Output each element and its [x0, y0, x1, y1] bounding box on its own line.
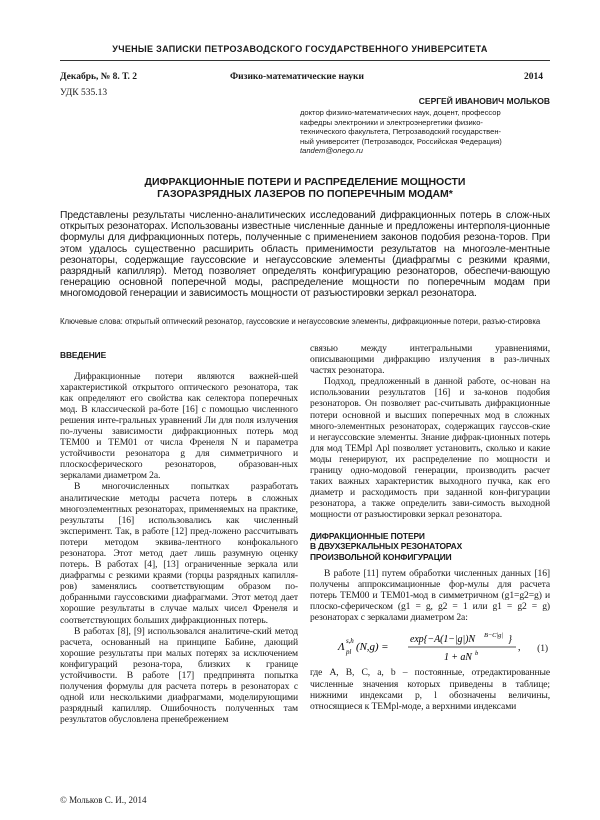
section-heading: ПРОИЗВОЛЬНОЙ КОНФИГУРАЦИИ [310, 551, 452, 562]
paragraph: Дифракционные потери являются важней-шей характеристикой открытого оптического резонатора, так как определяют его свойства как селектора поперечных мод. В классической ра-боте [16] с помощью численного решения инте-гральных уравнений Ли для поля излучения по-лучены зависимости дифракционных потерь мод TEM00 и TEM01 от числа Френеля N и параметра устойчивости резонатора g для симметричного и плоскосферического резонаторов, образован-ных зеркалами диаметром 2a. [60, 370, 298, 482]
aff-line: технического факультета, Петрозаводский государствен- [300, 127, 502, 137]
section-heading: ВВЕДЕНИЕ [60, 350, 107, 360]
svg-text:exp{−A(1−|g|)N: exp{−A(1−|g|)N [410, 634, 475, 646]
abstract: Представлены результаты численно-аналитических исследований дифракционных потерь в слож-ных открытых резонаторах. Использованы известные численные данные и предложены интерполя-ционные формулы для дифракционных потерь, полученные с применением законов подобия резона-торов. При этом удалось существенно расширить область применимости результатов на многоэле-ментные резонаторы, содержащие гауссовские и негауссовские элементы (диафрагмы с резкими краями, разрядный капилляр). Метод позволяет определять конфигурацию резонаторов, обеспечи-вающую генерацию основной поперечной моды, распределение мощности по поперечным модам при многомодовой генерации и зависимость мощности от разъюстировки зеркал резонатора. [60, 210, 550, 300]
aff-line: доктор физико-математических наук, доцент, профессор [300, 108, 501, 117]
left-column [60, 350, 298, 726]
section-heading: В ДВУХЗЕРКАЛЬНЫХ РЕЗОНАТОРАХ [310, 541, 463, 551]
svg-text:,: , [518, 642, 521, 654]
svg-text:}: } [508, 634, 512, 646]
header-rule [60, 60, 550, 61]
article-title [60, 176, 550, 200]
paragraph: В многочисленных попытках разработать аналитические методы расчета потерь в сложных многоэлементных резонаторах, применяемых на практике, результаты [16] использовались как численный эксперимент. Так, в работе [12] пред-ложено рассчитывать потери методом эквива-лентного конфокального резонатора. Этот метод дает лишь разумную оценку потерь. В работах [4], [13] ограниченные зеркала или диафрагмы с резкими краями (торцы разрядных капилля-ров) заменялись соответствующим образом по-добранными гауссовскими диафрагмами. Этот метод дает хорошие результаты в случае малых чисел Френеля и соответствующих больших дифракционных потерь. [60, 481, 298, 626]
journal-title: УЧЕНЫЕ ЗАПИСКИ ПЕТРОЗАВОДСКОГО ГОСУДАРСТВЕННОГО УНИВЕРСИТЕТА [112, 44, 488, 54]
aff-line: ный университет (Петрозаводск, Российская Федерация) [300, 136, 502, 146]
section-heading: ДИФРАКЦИОННЫЕ ПОТЕРИ [310, 530, 425, 541]
title-line: ГАЗОРАЗРЯДНЫХ ЛАЗЕРОВ ПО ПОПЕРЕЧНЫМ МОДАМ* [157, 188, 453, 200]
formula-1 [310, 623, 550, 667]
formula-number: (1) [537, 643, 548, 655]
udk-code: УДК 535.13 [60, 88, 108, 98]
section-label: Физико-математические науки [230, 72, 364, 82]
author-affiliation [300, 108, 550, 156]
paragraph: В работе [11] путем обработки численных данных [16] получены аппроксимационные фор-мулы для расчета потерь TEM00 и TEM01-мод в симметричном (g1=g2=g) и плоско-сферическом (g1 = g, g2 = 1 или g1 = g2 = g) резонаторах с зеркалами диаметром 2a: [310, 568, 550, 624]
copyright: © Мольков С. И., 2014 [60, 795, 147, 805]
title-line: ДИФРАКЦИОННЫЕ ПОТЕРИ И РАСПРЕДЕЛЕНИЕ МОЩНОСТИ [144, 176, 466, 188]
svg-text:pl: pl [346, 648, 352, 657]
aff-line: кафедры электроники и электроэнергетики физико- [300, 117, 483, 127]
formula-graphic [310, 623, 550, 667]
paragraph: связью между интегральными уравнениями, описывающими дифракцию излучения в раз-личных частях резонатора. [310, 343, 550, 377]
paragraph: В работах [8], [9] использовался аналитиче-ский метод расчета, основанный на принципе Бабине, дающий хорошие результаты при малых потерях за исключением конфигураций резона-тора, близких к границе устойчивости. В работе [17] предпринята попытка получения формулы для расчета потерь в резонаторах с одной или несколькими диафрагмами, моделирующими разрядный капилляр. Ошибочность полученных там результатов обусловлена пренебрежением [60, 625, 298, 726]
svg-text:b: b [475, 650, 479, 658]
svg-text:B−C|g|: B−C|g| [484, 632, 503, 640]
paragraph: где A, B, C, a, b – постоянные, отредактированные численные значения которых приведены в таблице; нижними индексами p, l обозначены величины, относящиеся к TEMpl-моде, а верхними индексами [310, 667, 550, 712]
svg-text:Λ: Λ [338, 641, 345, 654]
author-name: СЕРГЕЙ ИВАНОВИЧ МОЛЬКОВ [418, 96, 550, 106]
year-label: 2014 [524, 72, 543, 82]
issue-label: Декабрь, № 8. Т. 2 [60, 72, 138, 82]
right-column [310, 343, 550, 712]
svg-text:1 + aN: 1 + aN [444, 652, 472, 664]
svg-text:s,h: s,h [346, 637, 354, 646]
paragraph: Подход, предложенный в данной работе, ос-нован на использовании результатов [16] и за-конов подобия резонаторов. Он позволяет рас-считывать дифракционные потери основной и высших поперечных мод в сложных много-элементных резонаторах, содержащих гауссов-ские и негауссовские элементы. Знание дифрак-ционных потерь для мод TEMpl Λpl позволяет установить, сколько и какие моды генерируют, их распределение по мощности и границу одно-модовой генерации, производить расчет таких важных характеристик выходного пучка, как его диаметр и расходимость при заданной кон-фигурации резонатора, а также определить зави-симость выходной мощности от разъюстировки зеркал резонатора. [310, 376, 550, 521]
keywords: Ключевые слова: открытый оптический резонатор, гауссовские и негауссовские элементы, дифракционные потери, разъю-стировка [60, 317, 541, 326]
svg-text:(N,g) =: (N,g) = [356, 641, 389, 654]
author-email[interactable]: tandem@onego.ru [300, 146, 364, 156]
